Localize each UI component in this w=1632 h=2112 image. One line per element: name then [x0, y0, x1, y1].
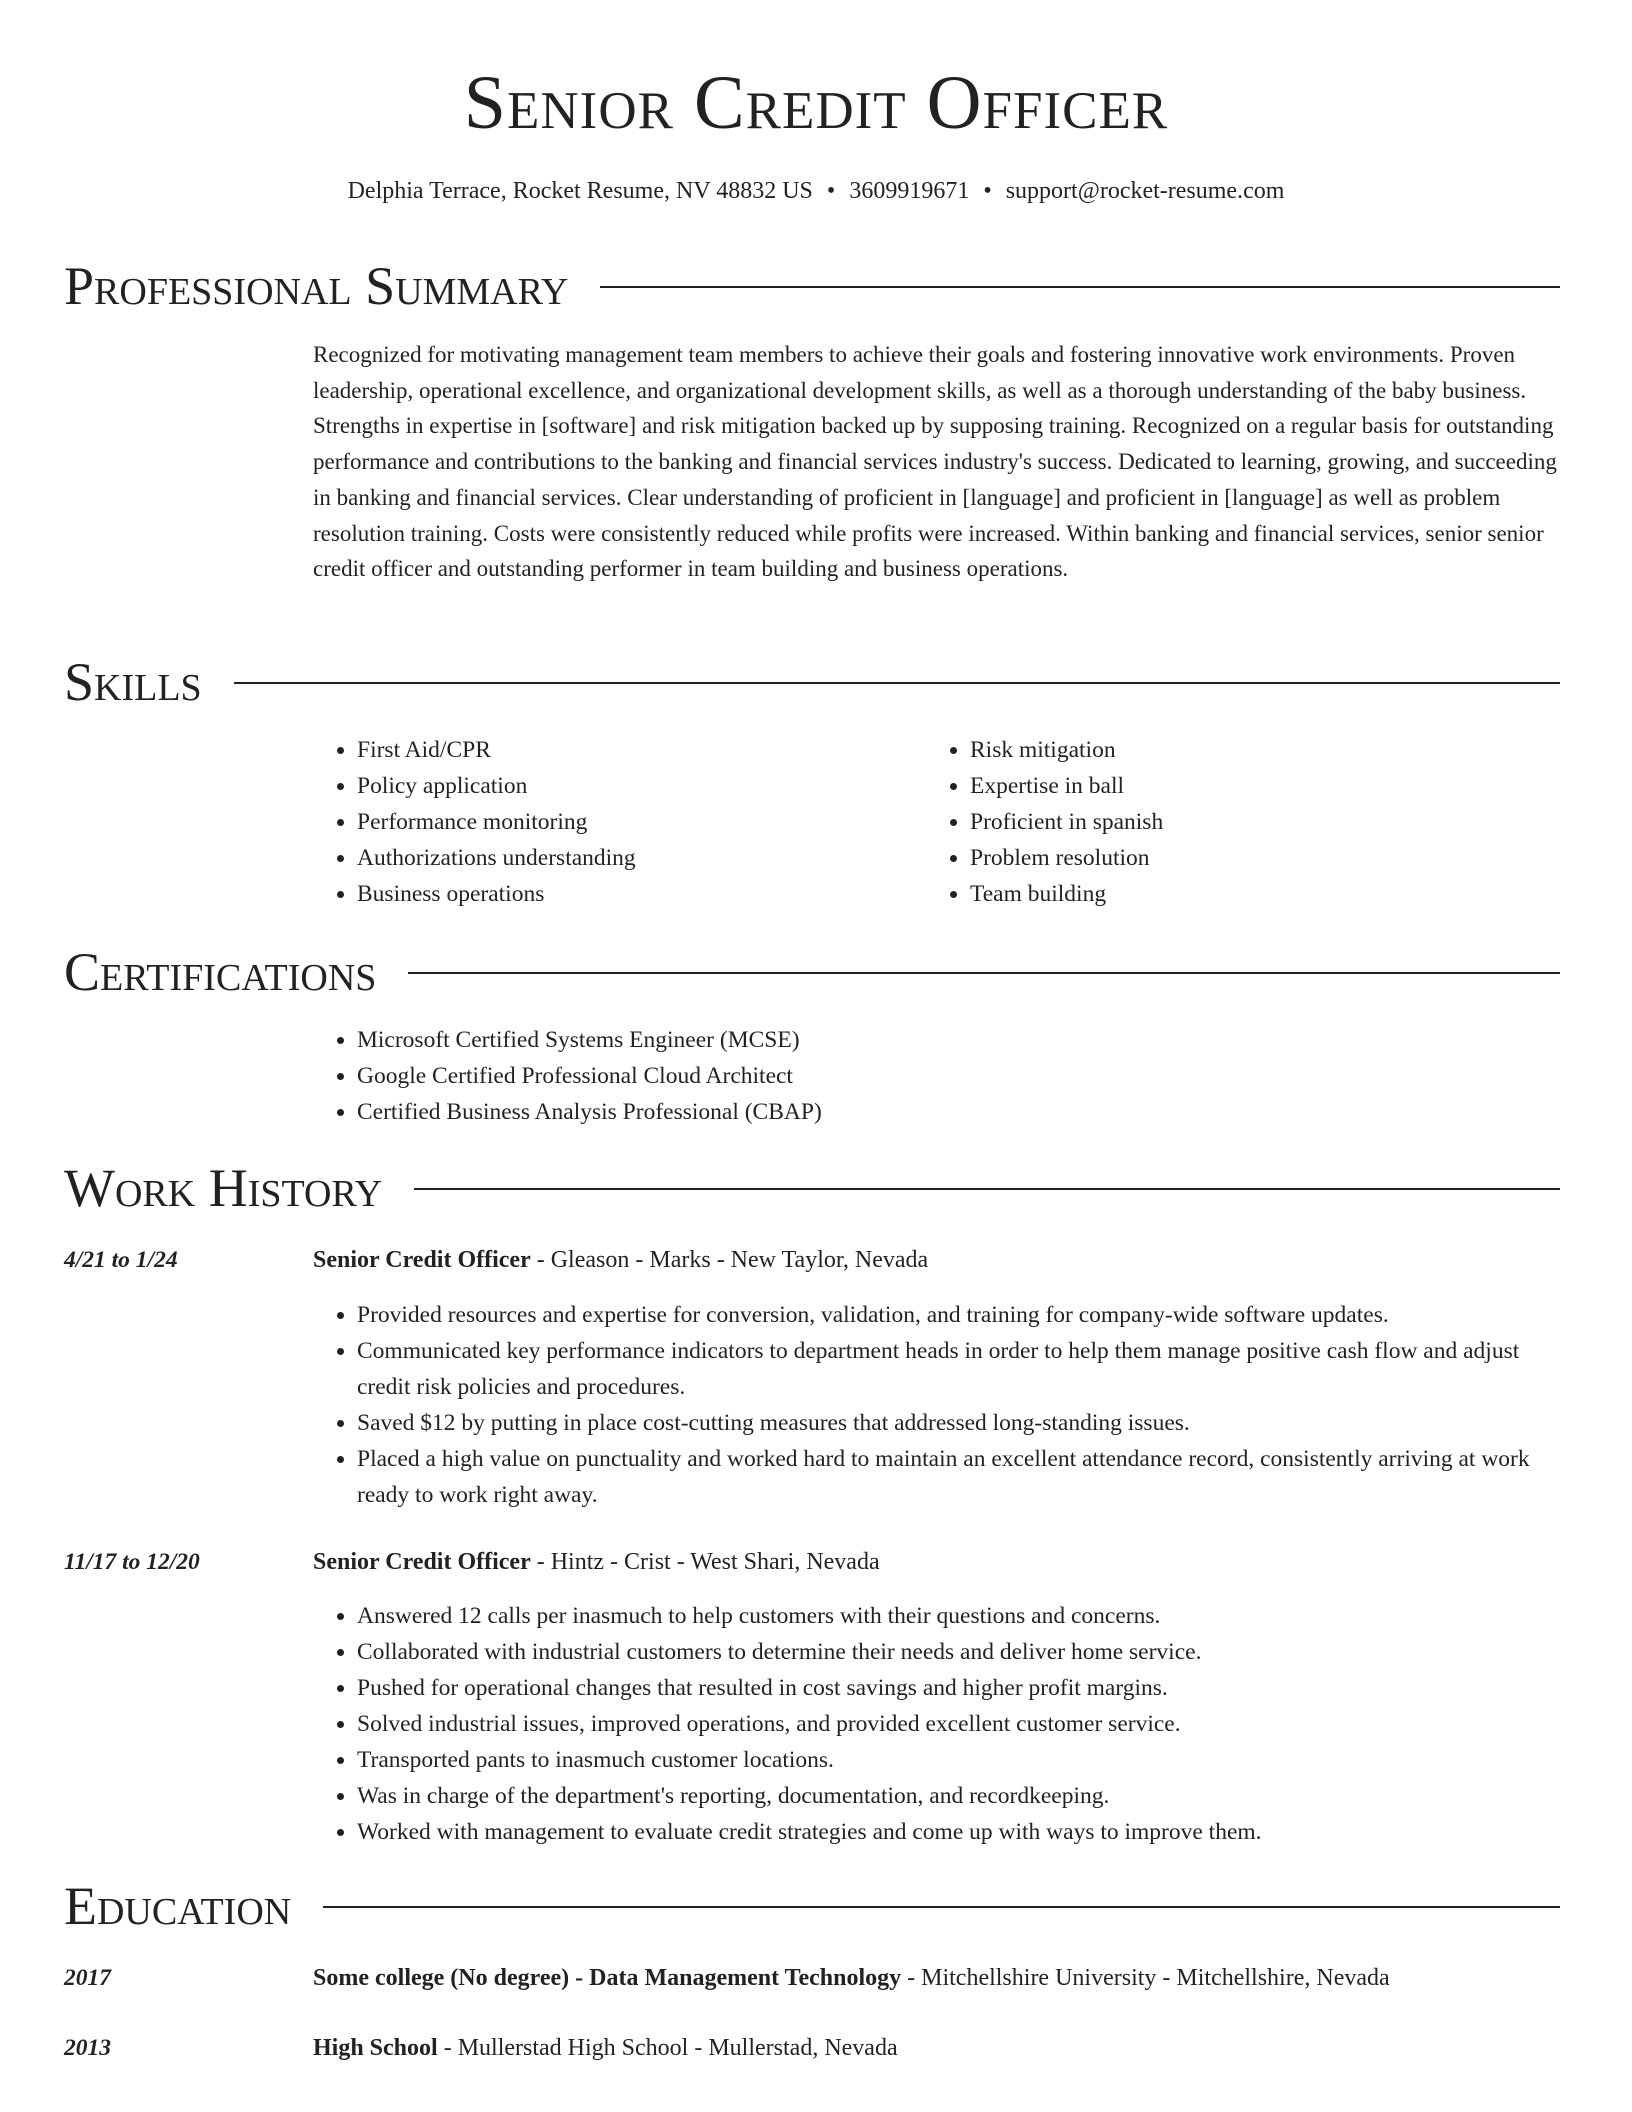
education-year: 2017 — [64, 1965, 111, 1991]
job-bullet: • Solved industrial issues, improved operations, and provided excellent customer service. — [357, 1706, 1558, 1742]
certification-item: • Certified Business Analysis Professional (CBAP) — [357, 1094, 1553, 1130]
job-dates: 11/17 to 12/20 — [64, 1549, 200, 1575]
skills-list-left — [313, 732, 913, 912]
summary-text: Recognized for motivating management team members to achieve their goals and fostering innovative work environments. Proven leadership, operational excellence, and organizational development skills, as well as a thorough understanding of the baby business. Strengths in expertise in [software] and risk mitigation backed up by supposing training. Recognized on a regular basis for outstanding performance and contributions to the banking and financial services industry's success. Dedicated to learning, growing, and succeeding in banking and financial services. Clear understanding of proficient in [language] and proficient in [language] as well as problem resolution training. Costs were consistently reduced while profits were increased. Within banking and financial services, senior senior credit officer and outstanding performer in team building and business operations. — [313, 342, 1557, 582]
education-degree: Some college (No degree) - Data Management Technology — [313, 1965, 902, 1991]
skill-item: • Team building — [970, 876, 1546, 912]
skill-item: • Problem resolution — [970, 840, 1546, 876]
job-bullet: • Was in charge of the department's reporting, documentation, and recordkeeping. — [357, 1778, 1558, 1814]
section-title: Professional Summary — [64, 256, 569, 316]
job-bullets — [313, 1297, 1558, 1513]
section-divider — [323, 1906, 1560, 1908]
job-bullet: • Collaborated with industrial customers to determine their needs and deliver home service. — [357, 1634, 1558, 1670]
job-bullet: • Transported pants to inasmuch customer locations. — [357, 1742, 1558, 1778]
job-bullet: • Pushed for operational changes that resulted in cost savings and higher profit margins. — [357, 1670, 1558, 1706]
education-details: - Mitchellshire University - Mitchellshire, Nevada — [901, 1965, 1390, 1991]
section-work-history — [64, 1156, 1560, 1220]
section-divider — [414, 1188, 1560, 1190]
education-year: 2013 — [64, 2035, 111, 2061]
job-bullet: • Provided resources and expertise for conversion, validation, and training for company-wide software updates. — [357, 1297, 1558, 1333]
education-details: - Mullerstad High School - Mullerstad, Nevada — [437, 2035, 898, 2061]
section-divider — [408, 972, 1560, 974]
skills-list-right — [926, 732, 1546, 912]
job-details: - Gleason - Marks - New Taylor, Nevada — [530, 1247, 929, 1273]
phone: 3609919671 — [849, 178, 970, 204]
job-dates: 4/21 to 1/24 — [64, 1247, 178, 1273]
skill-item: • Proficient in spanish — [970, 804, 1546, 840]
section-professional-summary — [64, 254, 1560, 318]
skill-item: • Policy application — [357, 768, 913, 804]
address: Delphia Terrace, Rocket Resume, NV 48832 US — [347, 178, 813, 204]
job-bullet: • Worked with management to evaluate credit strategies and come up with ways to improve them. — [357, 1814, 1558, 1850]
job-heading — [313, 1243, 928, 1277]
job-bullet: • Communicated key performance indicators to department heads in order to help them manage positive cash flow and adjust credit risk policies and procedures. — [357, 1333, 1558, 1405]
section-title: Work History — [64, 1158, 383, 1218]
skill-item: • Expertise in ball — [970, 768, 1546, 804]
section-skills — [64, 650, 1560, 714]
skill-item: • First Aid/CPR — [357, 732, 913, 768]
skill-item: • Business operations — [357, 876, 913, 912]
certifications-list — [313, 1022, 1553, 1130]
skill-item: • Authorizations understanding — [357, 840, 913, 876]
email: support@rocket-resume.com — [1005, 178, 1285, 204]
job-title: Senior Credit Officer — [313, 1247, 531, 1273]
contact-line — [0, 176, 1632, 206]
section-title: Certifications — [64, 942, 377, 1002]
job-heading — [313, 1545, 880, 1579]
resume-name: Senior Credit Officer — [463, 61, 1169, 145]
section-divider — [600, 286, 1560, 288]
job-bullet: • Saved $12 by putting in place cost-cutting measures that addressed long-standing issues. — [357, 1405, 1558, 1441]
education-degree: High School — [313, 2035, 438, 2061]
separator: • — [983, 178, 992, 204]
education-entry — [313, 2031, 898, 2065]
job-bullet: • Placed a high value on punctuality and worked hard to maintain an excellent attendance record, consistently arriving at work ready to work right away. — [357, 1441, 1558, 1513]
education-entry — [313, 1961, 1390, 1995]
job-title: Senior Credit Officer — [313, 1549, 531, 1575]
certification-item: • Google Certified Professional Cloud Architect — [357, 1058, 1553, 1094]
certification-item: • Microsoft Certified Systems Engineer (MCSE) — [357, 1022, 1553, 1058]
skill-item: • Performance monitoring — [357, 804, 913, 840]
separator: • — [826, 178, 836, 204]
section-title: Education — [64, 1876, 292, 1936]
section-certifications — [64, 940, 1560, 1004]
job-bullets — [313, 1598, 1558, 1850]
job-bullet: • Answered 12 calls per inasmuch to help customers with their questions and concerns. — [357, 1598, 1558, 1634]
skill-item: • Risk mitigation — [970, 732, 1546, 768]
job-details: - Hintz - Crist - West Shari, Nevada — [530, 1549, 880, 1575]
section-divider — [234, 682, 1560, 684]
section-education — [64, 1874, 1560, 1938]
section-title: Skills — [64, 652, 202, 712]
